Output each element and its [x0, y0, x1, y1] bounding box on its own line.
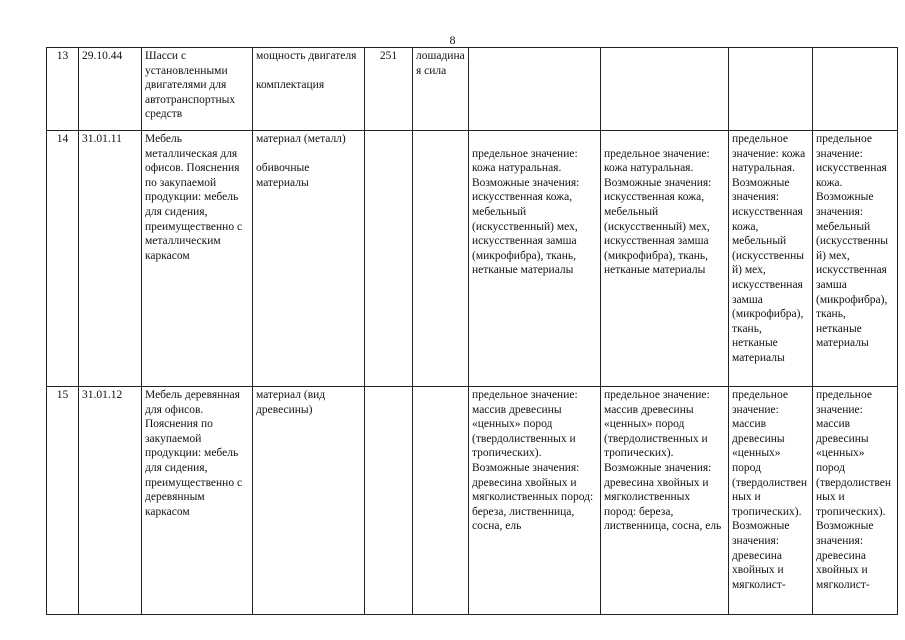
unit-name	[413, 387, 469, 615]
unit-name	[413, 131, 469, 387]
okpd-code: 31.01.11	[79, 131, 142, 387]
okpd-code: 29.10.44	[79, 48, 142, 131]
characteristic: обивочные материалы	[256, 162, 310, 189]
row-number: 15	[47, 387, 79, 615]
value-cell: предельное значение: массив древесины «ценных» пород (твердолиственных и тропических). Возможные значения: древесина хвойных и мягколист-	[729, 387, 813, 615]
characteristics-cell	[253, 131, 365, 387]
table-row	[47, 131, 898, 387]
value-cell	[729, 131, 813, 387]
unit-code: 251	[365, 48, 413, 131]
value-cell: предельное значение: массив древесины «ценных» пород (твердолиственных и тропических). Возможные значения: древесина хвойных и мягколиственных пород: береза, лиственница, сосна, ель	[469, 387, 601, 615]
characteristic: материал (вид древесины)	[256, 389, 326, 416]
value-text: предельное значение: кожа натуральная. Возможные значения: искусственная кожа, мебельный (искусственный) мех, искусственная замша (микрофибра), ткань, нетканые материалы	[732, 133, 806, 364]
unit-code	[365, 131, 413, 387]
row-number: 14	[47, 131, 79, 387]
value-cell: предельное значение: массив древесины «ценных» пород (твердолиственных и тропических). Возможные значения: древесина хвойных и мягколист-	[813, 387, 898, 615]
value-text: предельное значение: кожа натуральная. Возможные значения: искусственная кожа, мебельный (искусственный) мех, искусственная замша (микрофибра), ткань, нетканые материалы	[472, 147, 580, 277]
characteristics-cell	[253, 48, 365, 131]
value-text: предельное значение: искусственная кожа. Возможные значения: мебельный (искусственный) мех, искусственная замша (микрофибра), ткань, нетканые материалы	[816, 133, 888, 350]
characteristics-cell	[253, 387, 365, 615]
value-cell: предельное значение: массив древесины «ценных» пород (твердолиственных и тропических). Возможные значения: древесина хвойных и мягколиственных пород: береза, лиственница, сосна, ель	[601, 387, 729, 615]
value-text: предельное значение: кожа натуральная. Возможные значения: искусственная кожа, мебельный (искусственный) мех, искусственная замша (микрофибра), ткань, нетканые материалы	[604, 147, 712, 277]
table-row	[47, 387, 898, 615]
product-name: Шасси с установленными двигателями для автотранспортных средств	[142, 48, 253, 131]
value-cell	[729, 48, 813, 131]
unit-code	[365, 387, 413, 615]
requirements-table	[46, 47, 898, 615]
value-cell	[469, 48, 601, 131]
unit-name: лошадиная сила	[413, 48, 469, 131]
table-row	[47, 48, 898, 131]
page-number: 8	[449, 33, 456, 47]
characteristic: материал (металл)	[256, 133, 346, 145]
product-name: Мебель металлическая для офисов. Пояснения по закупаемой продукции: мебель для сидения, преимущественно с металлическим каркасом	[142, 131, 253, 387]
characteristic: комплектация	[256, 79, 325, 92]
product-name: Мебель деревянная для офисов. Пояснения по закупаемой продукции: мебель для сидения, преимущественно с деревянным каркасом	[142, 387, 253, 615]
value-cell	[469, 131, 601, 387]
row-number: 13	[47, 48, 79, 131]
value-cell	[601, 131, 729, 387]
value-cell	[813, 48, 898, 131]
characteristic: мощность двигателя	[256, 50, 357, 62]
okpd-code: 31.01.12	[79, 387, 142, 615]
value-cell	[601, 48, 729, 131]
value-cell	[813, 131, 898, 387]
